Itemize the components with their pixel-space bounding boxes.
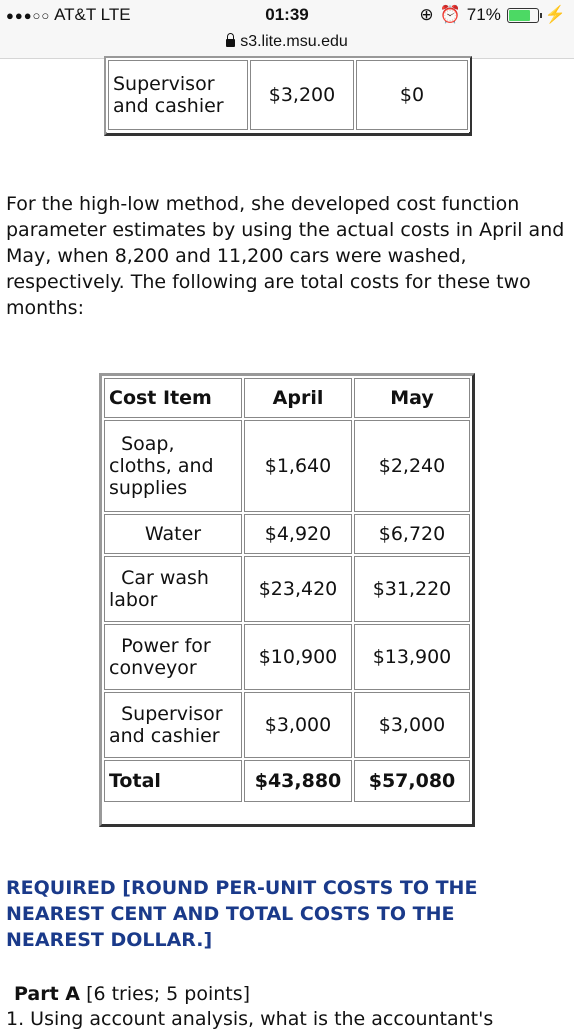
header-cost-item: Cost Item [104,378,242,418]
charging-icon: ⚡ [544,5,566,24]
table-row [104,514,470,554]
table-row [104,692,470,758]
total-label: Total [104,760,242,802]
col2-cell: $0 [356,60,468,130]
may-cell: $2,240 [354,420,470,512]
april-cell: $4,920 [244,514,352,554]
total-april: $43,880 [244,760,352,802]
url-text: s3.lite.msu.edu [240,33,348,50]
may-cell: $13,900 [354,624,470,690]
cost-item-cell: Supervisor and cashier [104,692,242,758]
cost-item-cell: Supervisor and cashier [108,60,248,130]
cost-item-cell: Power for conveyor [104,624,242,690]
alarm-icon: ⏰ [439,5,461,24]
cost-item-cell: Water [104,514,242,554]
status-bar [0,0,574,30]
status-right [419,5,566,25]
address-bar[interactable] [0,30,574,59]
col1-cell: $3,200 [250,60,354,130]
part-a-heading [14,983,250,1005]
header-may: May [354,378,470,418]
table-total-row [104,760,470,802]
table-row [108,60,468,130]
required-instructions: REQUIRED [ROUND PER-UNIT COSTS TO THE NEAREST CENT AND TOTAL COSTS TO THE NEAREST DOLLAR.] [6,877,478,951]
status-time: 01:39 [265,5,309,24]
may-cell: $3,000 [354,692,470,758]
signal-icon: ●●●○○ [6,8,51,23]
header-april: April [244,378,352,418]
may-cell: $31,220 [354,556,470,622]
may-cell: $6,720 [354,514,470,554]
total-may: $57,080 [354,760,470,802]
rotation-lock-icon: ⊕ [419,5,434,24]
intro-paragraph: For the high-low method, she developed cost function parameter estimates by using the actual costs in April and May, when 8,200 and 11,200 cars were washed, respectively. The following are total costs for these two months: [6,193,565,319]
cost-table [102,376,472,804]
carrier-label: AT&T LTE [54,5,131,24]
battery-percent: 71% [466,5,501,24]
april-cell: $23,420 [244,556,352,622]
table-row [104,556,470,622]
cost-item-cell: Car wash labor [104,556,242,622]
part-a-tries: [6 tries; 5 points] [86,983,251,1005]
april-cell: $10,900 [244,624,352,690]
question-1-text: 1. Using account analysis, what is the accountant's [6,1008,494,1030]
april-cell: $1,640 [244,420,352,512]
april-cell: $3,000 [244,692,352,758]
table-header-row [104,378,470,418]
battery-icon [507,8,539,23]
table-row [104,624,470,690]
lock-icon [226,39,235,47]
table-row [104,420,470,512]
top-table [106,58,470,132]
part-a-title: Part A [14,983,81,1005]
cost-item-cell: Soap, cloths, and supplies [104,420,242,512]
